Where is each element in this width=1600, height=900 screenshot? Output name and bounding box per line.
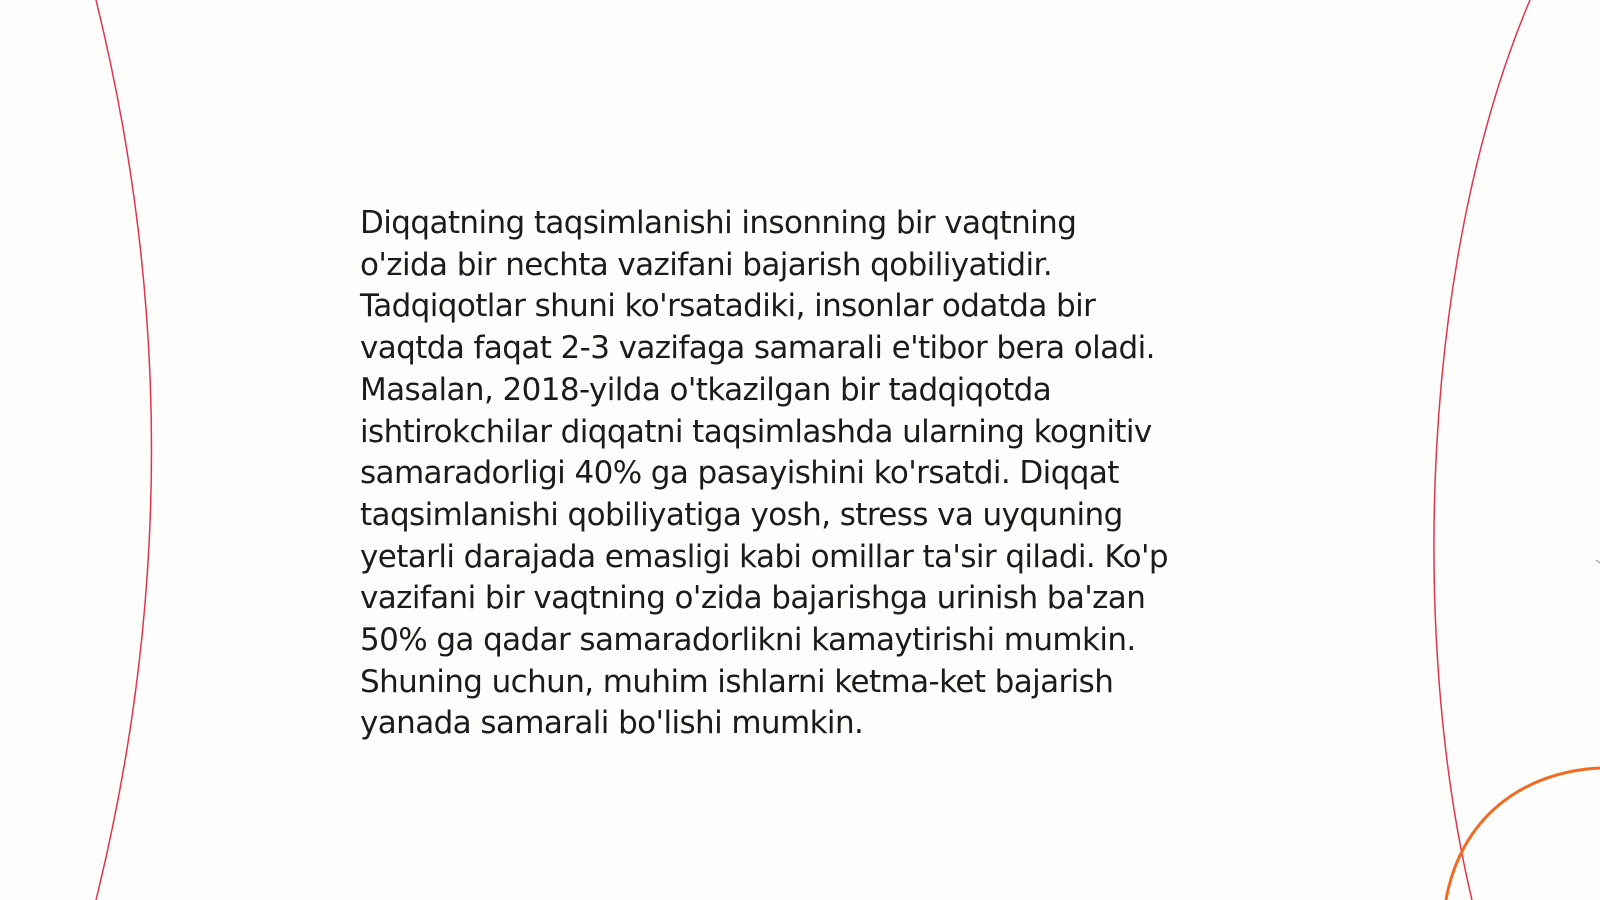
- paragraph-line: Shuning uchun, muhim ishlarni ketma-ket bajarish: [360, 663, 1114, 700]
- paragraph-line: taqsimlanishi qobiliyatiga yosh, stress va uyquning: [360, 496, 1123, 533]
- paragraph-line: vazifani bir vaqtning o'zida bajarishga urinish ba'zan: [360, 580, 1146, 617]
- right-arc-line: [1434, 0, 1530, 900]
- paragraph-line: o'zida bir nechta vazifani bajarish qobiliyatidir.: [360, 246, 1053, 283]
- paragraph-line: ishtirokchilar diqqatni taqsimlashda ularning kognitiv: [360, 413, 1152, 450]
- paragraph-line: 50% ga qadar samaradorlikni kamaytirishi mumkin.: [360, 622, 1136, 659]
- slide-body-paragraph: [360, 203, 1260, 745]
- paragraph-line: samaradorligi 40% ga pasayishini ko'rsatdi. Diqqat: [360, 455, 1119, 492]
- paragraph-line: Masalan, 2018-yilda o'tkazilgan bir tadqiqotda: [360, 371, 1052, 408]
- paragraph-line: Tadqiqotlar shuni ko'rsatadiki, insonlar odatda bir: [360, 288, 1096, 325]
- paragraph-line: Diqqatning taqsimlanishi insonning bir vaqtning: [360, 205, 1077, 241]
- right-edge-tick: [1596, 560, 1600, 563]
- paragraph-line: vaqtda faqat 2-3 vazifaga samarali e'tibor bera oladi.: [360, 330, 1155, 367]
- corner-orange-arc: [1446, 768, 1600, 900]
- left-arc-line: [96, 0, 152, 900]
- paragraph-line: yetarli darajada emasligi kabi omillar ta'sir qiladi. Ko'p: [360, 538, 1168, 575]
- paragraph-line: yanada samarali bo'lishi mumkin.: [360, 705, 864, 742]
